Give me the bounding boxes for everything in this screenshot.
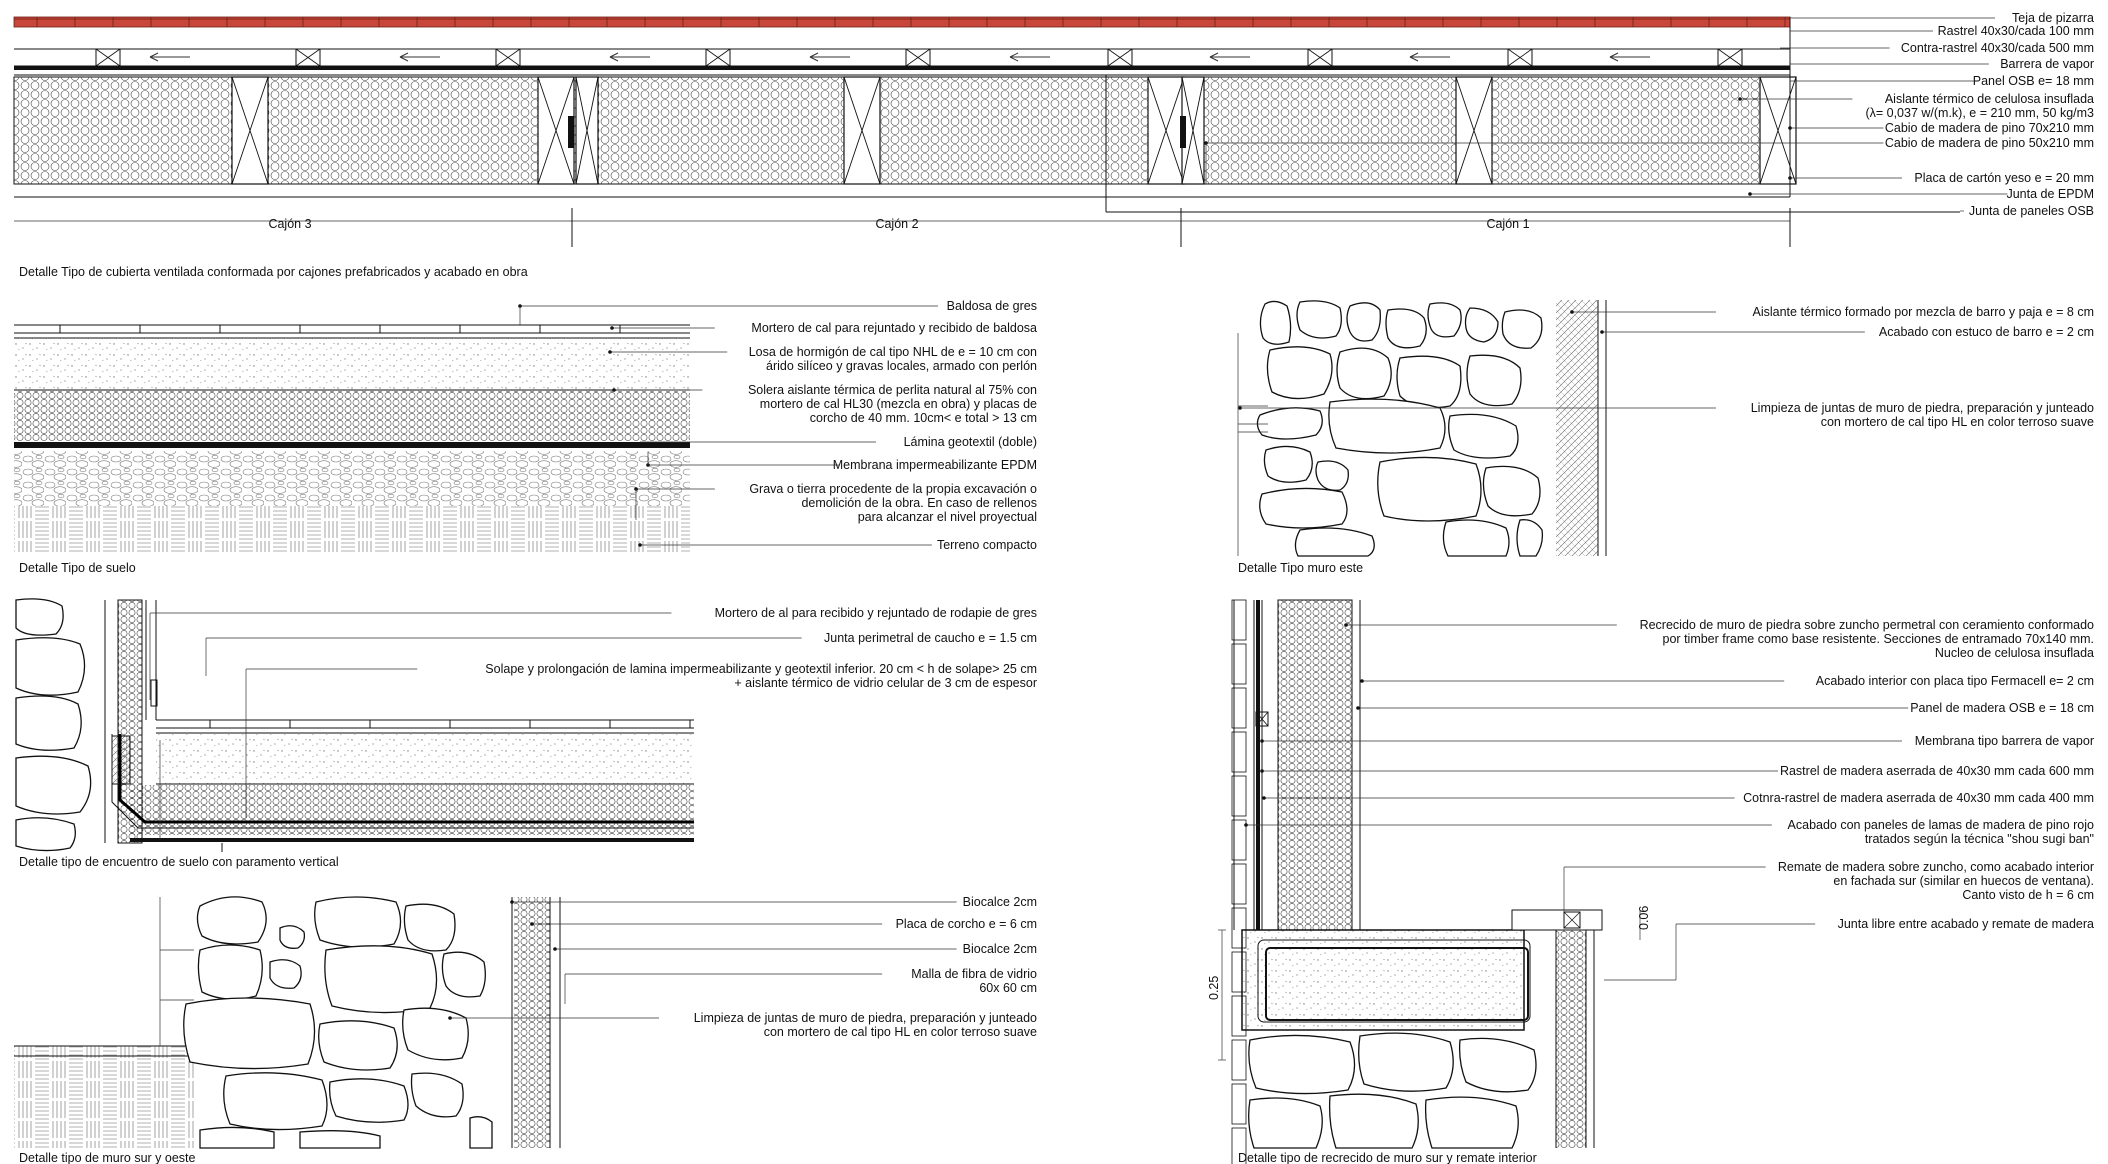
south-wall-label-2: Placa de corcho e = 6 cm	[895, 917, 1037, 931]
raised-wall-stones	[1249, 1033, 1536, 1148]
dim-006: 0.06	[1637, 905, 1651, 930]
raised-wall-label-4: Membrana tipo barrera de vapor	[1914, 734, 2094, 748]
floor-label-5: Lámina geotextil (doble)	[903, 435, 1037, 449]
raised-wall-label-8: Remate de madera sobre zuncho, como acabado interior en fachada sur (similar en huecos de ventana). Canto visto de h = 6 cm	[1777, 860, 2094, 902]
perimeter-ring-beam	[1242, 930, 1524, 1030]
floor-tile-joints	[60, 325, 620, 333]
south-wall-labels	[694, 895, 1037, 1039]
floor-section	[14, 299, 1037, 575]
raised-wall-label-5: Rastrel de madera aserrada de 40x30 mm cada 600 mm	[1779, 764, 2094, 778]
cellulose-insulation-layer	[14, 77, 1790, 184]
roof-label-11: Junta de paneles OSB	[1968, 204, 2094, 218]
raised-wall-label-7: Acabado con paneles de lamas de madera de pino rojo tratados según la técnica "shou sugi ban"	[1787, 818, 2094, 846]
timber-frame-insulation	[1278, 600, 1352, 930]
floor-label-6: Membrana impermeabilizante EPDM	[832, 458, 1037, 472]
south-wall-stones	[184, 897, 492, 1148]
mud-straw-insulation	[1556, 300, 1598, 556]
ventilation-arrows	[150, 53, 1650, 61]
floor-label-3: Losa de hormigón de cal tipo NHL de e = 10 cm con árido silíceo y gravas locales, armado con perlón	[748, 345, 1037, 373]
junction-tile-joints	[210, 720, 690, 728]
roof-label-6: Aislante térmico de celulosa insuflada (λ= 0,037 w/(m.k), e = 210 mm, 50 kg/m3	[1865, 92, 2094, 120]
floor-label-1: Baldosa de gres	[946, 299, 1037, 313]
south-wall-label-4: Malla de fibra de vidrio 60x 60 cm	[911, 967, 1037, 995]
perlite-insulation-layer	[14, 391, 690, 441]
south-wall-label-5: Limpieza de juntas de muro de piedra, preparación y junteado con mortero de cal tipo HL en color terroso suave	[693, 1011, 1037, 1039]
floor-label-8: Terreno compacto	[936, 538, 1037, 552]
junction-labels	[485, 606, 1037, 690]
junction-label-1: Mortero de al para recibido y rejuntado de rodapie de gres	[714, 606, 1037, 620]
raised-wall-label-2: Acabado interior con placa tipo Fermacell e= 2 cm	[1815, 674, 2094, 688]
roof-label-5: Panel OSB e= 18 mm	[1972, 74, 2094, 88]
cajon-1-label: Cajón 1	[1486, 217, 1530, 231]
junction-stones	[16, 599, 91, 851]
lime-concrete-slab	[14, 338, 690, 390]
raised-wall-section	[1207, 600, 2094, 1164]
east-wall-section	[1238, 300, 2094, 575]
raised-wall-label-9: Junta libre entre acabado y remate de madera	[1837, 917, 2094, 931]
compact-earth-layer	[14, 506, 690, 552]
roof-labels	[1865, 11, 2094, 218]
roof-label-3: Contra-rastrel 40x30/cada 500 mm	[1900, 41, 2094, 55]
roof-label-2: Rastrel 40x30/cada 100 mm	[1937, 24, 2094, 38]
floor-caption: Detalle Tipo de suelo	[19, 561, 136, 575]
floor-label-2: Mortero de cal para rejuntado y recibido de baldosa	[751, 321, 1037, 335]
roof-label-10: Junta de EPDM	[2006, 187, 2094, 201]
roof-label-4: Barrera de vapor	[2000, 57, 2094, 71]
cajon-3-label: Cajón 3	[268, 217, 312, 231]
south-wall-label-1: Biocalce 2cm	[962, 895, 1037, 909]
gravel-fill-layer	[14, 451, 690, 506]
raised-wall-label-1: Recrecido de muro de piedra sobre zuncho permetral con ceramiento conformado por timber frame como base resistente. Secciones de entramado 70x140 mm. Nucleo de celulosa insuflada	[1639, 618, 2094, 660]
raised-wall-caption: Detalle tipo de recrecido de muro sur y remate interior	[1238, 1151, 1537, 1164]
junction-caption: Detalle tipo de encuentro de suelo con paramento vertical	[19, 855, 339, 869]
east-wall-label-1: Aislante térmico formado por mezcla de barro y paja e = 8 cm	[1752, 305, 2094, 319]
raised-wall-labels	[1640, 618, 2094, 931]
roof-label-1: Teja de pizarra	[2012, 11, 2094, 25]
south-wall-caption: Detalle tipo de muro sur y oeste	[19, 1151, 196, 1164]
dim-025: 0.25	[1207, 975, 1221, 1000]
roof-section	[14, 11, 2094, 279]
roof-label-9: Placa de cartón yeso e = 20 mm	[1914, 171, 2094, 185]
east-wall-label-3: Limpieza de juntas de muro de piedra, preparación y junteado con mortero de cal tipo HL en color terroso suave	[1750, 401, 2094, 429]
south-wall-label-3: Biocalce 2cm	[962, 942, 1037, 956]
east-wall-stones	[1257, 301, 1542, 556]
roof-label-8: Cabio de madera de pino 50x210 mm	[1884, 136, 2094, 150]
east-wall-label-2: Acabado con estuco de barro e = 2 cm	[1878, 325, 2094, 339]
counter-battens	[96, 49, 1742, 66]
floor-label-4: Solera aislante térmica de perlita natural al 75% con mortero de cal HL30 (mezcla en obra) y placas de corcho de 40 mm. 10cm< e total > 13 cm	[747, 383, 1037, 425]
east-wall-caption: Detalle Tipo muro este	[1238, 561, 1364, 575]
roof-label-7: Cabio de madera de pino 70x210 mm	[1884, 121, 2094, 135]
floor-wall-junction-section	[16, 599, 1037, 869]
floor-labels	[748, 299, 1037, 552]
floor-label-7: Grava o tierra procedente de la propia excavación o demolición de la obra. En caso de rellenos para alcanzar el nivel proyectual	[749, 482, 1037, 524]
geotextile-epdm-layer	[14, 442, 690, 448]
raised-wall-label-3: Panel de madera OSB e = 18 cm	[1910, 701, 2094, 715]
east-wall-labels	[1751, 305, 2094, 429]
slate-tile-layer	[14, 17, 1790, 27]
junction-label-3: Solape y prolongación de lamina impermeabilizante y geotextil inferior. 20 cm < h de solape> 25 cm + aislante térmico de vidrio celular de 3 cm de espesor	[485, 662, 1037, 690]
raised-wall-label-6: Cotnra-rastrel de madera aserrada de 40x30 mm cada 400 mm	[1743, 791, 2094, 805]
south-west-wall-section	[14, 895, 1037, 1164]
cajon-2-label: Cajón 2	[875, 217, 919, 231]
junction-label-2: Junta perimetral de caucho e = 1.5 cm	[824, 631, 1037, 645]
vapor-barrier-layer	[14, 66, 1790, 70]
roof-caption: Detalle Tipo de cubierta ventilada conformada por cajones prefabricados y acabado en obra	[19, 265, 528, 279]
